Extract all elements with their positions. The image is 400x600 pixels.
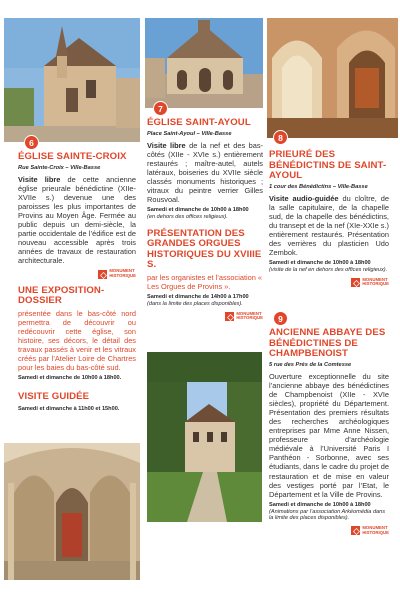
badge-number-9: 9 bbox=[273, 311, 288, 326]
photo-eglise-saint-ayoul-exterior bbox=[145, 18, 263, 108]
monument-historique-icon bbox=[351, 278, 360, 287]
photo-eglise-sainte-croix-interior bbox=[4, 443, 140, 580]
title-exposition-dossier: UNE EXPOSITION-DOSSIER bbox=[18, 284, 105, 307]
badge-number-6: 6 bbox=[24, 135, 39, 150]
address-abbaye: 5 rue des Prés de la Comtesse bbox=[269, 361, 352, 368]
monument-historique-label: MONUMENT HISTORIQUE bbox=[109, 268, 136, 279]
monument-historique-label: MONUMENT HISTORIQUE bbox=[362, 525, 389, 535]
monument-historique-label: MONUMENT HISTORIQUE bbox=[362, 276, 389, 287]
description-abbaye: Ouverture exceptionnelle du site l’ancienne abbaye des bénédictines de Champbenoist (XIIe - XVIe siècles), propriété du Département. Présentation des premiers résultats des recherches archéologiques entreprises par Mme Anne Nissen, professeure d’archéologie médiévale à l’Université Paris I Panthéon - Sorbonne, avec ses étudiants, dans le cadre du projet de restauration et de mise en valeur des vestiges porté par l’Etat, le Département et la Ville de Provins. bbox=[269, 371, 389, 499]
schedule-prieure: Samedi et dimanche de 10h00 à 18h00 (visite de la nef en dehors des offices religieux). bbox=[269, 260, 388, 273]
description-eglise-saint-ayoul bbox=[147, 141, 263, 205]
description-exposition: présentée dans le bas-côté nord permettra de découvrir ou redécouvrir cette église, son histoire, ses décors, le détail des travaux passés à venir et les vitraux créés par l’Atelier Loire de Chartres pour les baies du bas-côté sud. bbox=[18, 308, 136, 373]
monument-historique-icon bbox=[351, 526, 360, 535]
column-eglise-sainte-croix bbox=[18, 152, 136, 412]
visit-type: Visite libre bbox=[147, 140, 186, 150]
schedule-abbaye: Samedi et dimanche de 10h00 à 18h00 (Animations par l’association Arkéomédia dans la limite des places disponibles). bbox=[269, 501, 386, 522]
badge-number-7: 7 bbox=[153, 101, 168, 116]
badge-number-8: 8 bbox=[273, 130, 288, 145]
address-eglise-saint-ayoul: Place Saint-Ayoul – Ville-Basse bbox=[147, 130, 232, 137]
photo-abbaye-champbenoist bbox=[147, 352, 262, 522]
monument-historique-icon bbox=[98, 270, 107, 279]
monument-historique-icon bbox=[225, 312, 234, 321]
photo-prieure-interior bbox=[267, 18, 398, 138]
column-prieure bbox=[269, 150, 389, 287]
photo-eglise-sainte-croix-exterior bbox=[4, 18, 140, 142]
description-eglise-sainte-croix bbox=[18, 175, 136, 266]
title-grandes-orgues: PRÉSENTATION DES GRANDES ORGUES HISTORIQUES DU XVIIIE S. bbox=[147, 227, 262, 271]
schedule-visite-guidee: Samedi et dimanche à 11h00 et 15h00. bbox=[18, 405, 120, 412]
title-visite-guidee: VISITE GUIDÉE bbox=[18, 391, 90, 403]
body-text: de cette ancienne église prieurale bénédictine (XIIe-XVIIe s.) devenue une des paroisses les plus importantes de Provins au Moyen Âge. Fermée au public depuis un demi-siècle, la partie occidentale de l’édifice est de nouveau accessible après trois années de travaux de restauration architecturale. bbox=[18, 174, 137, 266]
body-text: de la nef et des bas-côtés (XIIe - XVIe s.) entièrement restaurés ; maître-autel, autels latéraux, boiseries du XVIIe siècle classés monuments historiques ; vitraux du peintre verrier Gilles Rousvoal. bbox=[147, 140, 263, 205]
title-prieure-benedictins: PRIEURÉ DES BÉNÉDICTINS DE SAINT-AYOUL bbox=[269, 149, 387, 181]
address-eglise-sainte-croix: Rue Sainte-Croix – Ville-Basse bbox=[18, 164, 101, 171]
body-text: du cloître, de la salle capitulaire, de la chapelle sud, de la chapelle des bénédictins, du transept et de la nef (XIe-XXIe s.) entièrement restaurés. Présentation des verrières du plasticien Udo Zembok. bbox=[269, 193, 390, 258]
description-grandes-orgues: par les organistes et l’association « Les Orgues de Provins ». bbox=[147, 272, 263, 291]
column-abbaye bbox=[269, 328, 389, 535]
schedule-exposition: Samedi et dimanche de 10h00 à 18h00. bbox=[18, 375, 122, 382]
title-eglise-saint-ayoul: ÉGLISE SAINT-AYOUL bbox=[147, 117, 251, 128]
schedule-eglise-saint-ayoul: Samedi et dimanche de 10h00 à 18h00 (en dehors des offices religieux). bbox=[147, 207, 249, 220]
title-eglise-sainte-croix: ÉGLISE SAINTE-CROIX bbox=[18, 151, 127, 162]
monument-historique-label: MONUMENT HISTORIQUE bbox=[236, 310, 263, 321]
description-prieure bbox=[269, 194, 389, 258]
monument-historique-logo bbox=[269, 278, 389, 287]
address-prieure: 1 cour des Bénédictins – Ville-Basse bbox=[269, 183, 368, 190]
visit-type: Visite libre bbox=[18, 174, 61, 184]
visit-type: Visite audio-guidée bbox=[269, 193, 339, 203]
column-eglise-saint-ayoul bbox=[147, 118, 263, 321]
monument-historique-logo bbox=[269, 526, 389, 535]
monument-historique-logo bbox=[147, 312, 263, 321]
monument-historique-logo bbox=[18, 269, 136, 278]
title-ancienne-abbaye: ANCIENNE ABBAYE DES BÉNÉDICTINES DE CHAMPBENOIST bbox=[269, 327, 386, 359]
schedule-grandes-orgues: Samedi et dimanche de 14h00 à 17h00 (dans la limite des places disponibles). bbox=[147, 293, 249, 307]
